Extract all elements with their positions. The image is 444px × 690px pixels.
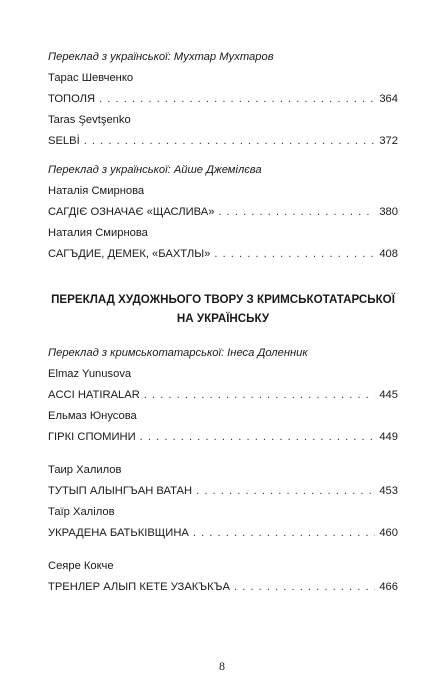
dot-leader — [234, 580, 375, 595]
dot-leader — [99, 92, 375, 107]
dot-leader — [193, 526, 375, 541]
entry-title: УКРАДЕНА БАТЬКІВЩИНА — [48, 527, 189, 539]
entry-page-number: 466 — [379, 581, 398, 593]
author-name: Ельмаз Юнусова — [48, 410, 137, 422]
toc-entry[interactable] — [48, 430, 398, 445]
section-heading-line: ПЕРЕКЛАД ХУДОЖНЬОГО ТВОРУ З КРИМСЬКОТАТАРСЬКОЇ — [51, 293, 395, 306]
entry-title: ACCI HATIRALAR — [48, 389, 140, 401]
entry-page-number: 460 — [379, 527, 398, 539]
translator-credit: Переклад з української: Мухтар Мухтаров — [48, 51, 274, 63]
dot-leader — [140, 430, 376, 445]
toc-entry[interactable] — [48, 205, 398, 220]
toc-entry[interactable] — [48, 484, 398, 499]
entry-title: ТРЕНЛЕР АЛЫП КЕТЕ УЗАКЪКЪА — [48, 581, 230, 593]
entry-page-number: 364 — [379, 93, 398, 105]
table-of-contents — [48, 50, 398, 601]
toc-entry[interactable] — [48, 388, 398, 403]
entry-page-number: 408 — [379, 248, 398, 260]
toc-entry[interactable] — [48, 134, 398, 149]
toc-entry[interactable] — [48, 247, 398, 262]
toc-entry[interactable] — [48, 526, 398, 541]
dot-leader — [84, 134, 376, 149]
author-name: Наталія Смирнова — [48, 185, 145, 197]
entry-page-number: 380 — [379, 206, 398, 218]
section-heading — [48, 290, 398, 328]
dot-leader — [218, 205, 375, 220]
author-name: Elmaz Yunusova — [48, 368, 132, 380]
author-name: Тарас Шевченко — [48, 72, 134, 84]
entry-page-number: 445 — [379, 389, 398, 401]
entry-page-number: 372 — [379, 135, 398, 147]
entry-title: ТУТЫП АЛЫНГЪАН ВАТАН — [48, 485, 193, 497]
entry-page-number: 453 — [379, 485, 398, 497]
section-heading-line: НА УКРАЇНСЬКУ — [176, 312, 270, 325]
dot-leader — [196, 484, 375, 499]
author-name: Сеяре Кокче — [48, 560, 114, 572]
entry-title: SELBİ — [48, 135, 80, 147]
author-name: Taras Şevtşenko — [48, 114, 131, 126]
entry-title: ТОПОЛЯ — [48, 93, 96, 105]
entry-title: САГЪДИЕ, ДЕМЕК, «БАХТЛЫ» — [48, 248, 211, 260]
author-name: Таир Халилов — [48, 464, 122, 476]
translator-credit: Переклад з української: Айше Джемілєва — [48, 164, 262, 176]
toc-entry[interactable] — [48, 580, 398, 595]
author-name: Таїр Халілов — [48, 506, 115, 518]
dot-leader — [214, 247, 375, 262]
entry-title: ГІРКІ СПОМИНИ — [48, 431, 136, 443]
entry-page-number: 449 — [379, 431, 398, 443]
entry-title: САГДІЄ ОЗНАЧАЄ «ЩАСЛИВА» — [48, 206, 215, 218]
toc-entry[interactable] — [48, 92, 398, 107]
dot-leader — [144, 388, 376, 403]
translator-credit: Переклад з кримськотатарської: Інеса Доленник — [48, 347, 308, 359]
author-name: Наталия Смирнова — [48, 227, 148, 239]
page-number: 8 — [219, 659, 225, 673]
